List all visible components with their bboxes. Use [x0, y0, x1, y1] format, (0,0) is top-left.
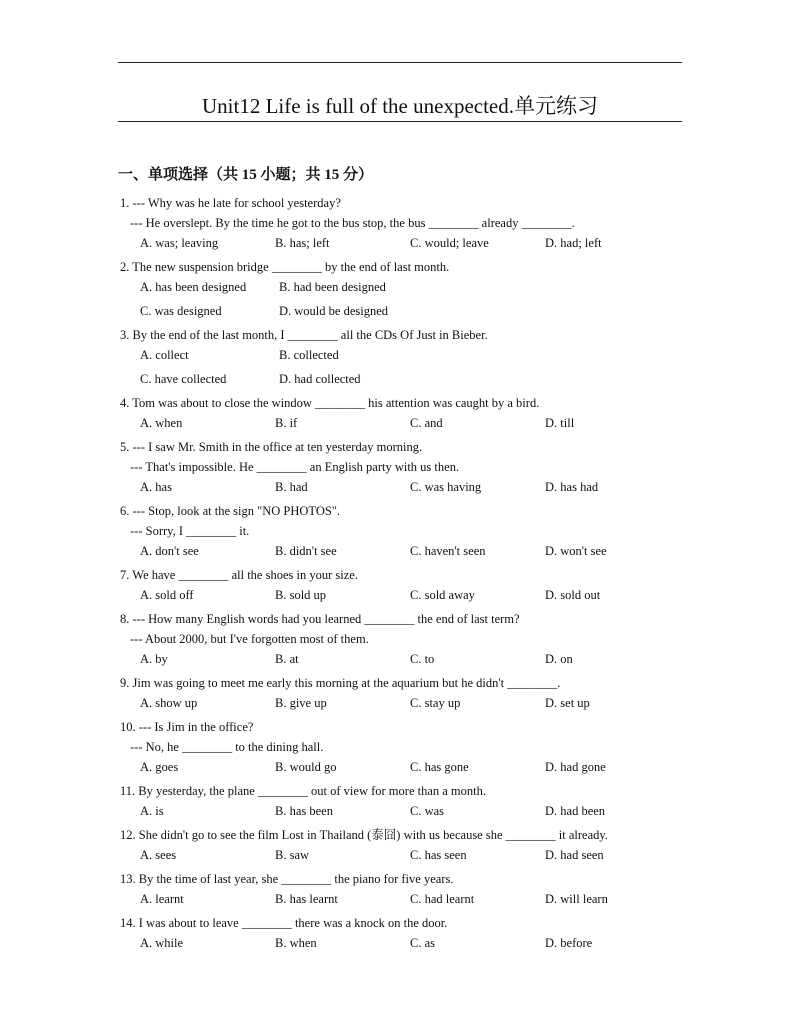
- answer-options: [120, 845, 680, 865]
- question-stem: 8. --- How many English words had you learned ________ the end of last term?: [120, 612, 520, 626]
- answer-options: [120, 649, 680, 669]
- answer-option: C. was designed: [140, 304, 222, 318]
- answer-options: [120, 233, 680, 253]
- question-item: [120, 325, 680, 389]
- top-rule: [118, 62, 682, 63]
- answer-option: D. set up: [545, 696, 590, 710]
- answer-options: [120, 477, 680, 497]
- question-item: [120, 717, 680, 777]
- answer-options: [120, 369, 680, 389]
- answer-option: D. on: [545, 652, 573, 666]
- question-stem: 7. We have ________ all the shoes in your size.: [120, 568, 358, 582]
- title-underline: [118, 121, 682, 122]
- answer-options: [120, 585, 680, 605]
- answer-options: [120, 301, 680, 321]
- answer-option: D. won't see: [545, 544, 607, 558]
- question-reply: --- He overslept. By the time he got to the bus stop, the bus ________ already ________.: [130, 216, 575, 230]
- answer-options: [120, 693, 680, 713]
- answer-option: C. would; leave: [410, 236, 489, 250]
- answer-option: C. haven't seen: [410, 544, 486, 558]
- answer-option: B. at: [275, 652, 299, 666]
- answer-option: A. is: [140, 804, 164, 818]
- answer-options: [120, 277, 680, 297]
- answer-option: B. would go: [275, 760, 337, 774]
- question-stem: 12. She didn't go to see the film Lost in Thailand (泰囧) with us because she ________ it already.: [120, 828, 608, 842]
- answer-option: C. had learnt: [410, 892, 475, 906]
- answer-option: B. when: [275, 936, 317, 950]
- answer-option: D. had; left: [545, 236, 602, 250]
- answer-option: B. give up: [275, 696, 327, 710]
- answer-option: A. learnt: [140, 892, 184, 906]
- answer-option: A. sees: [140, 848, 177, 862]
- question-stem: 2. The new suspension bridge ________ by the end of last month.: [120, 260, 450, 274]
- answer-options: [120, 757, 680, 777]
- question-stem: 9. Jim was going to meet me early this morning at the aquarium but he didn't ________.: [120, 676, 561, 690]
- answer-options: [120, 345, 680, 365]
- answer-option: C. and: [410, 416, 443, 430]
- answer-option: D. has had: [545, 480, 599, 494]
- answer-option: B. has learnt: [275, 892, 338, 906]
- answer-option: B. had: [275, 480, 308, 494]
- answer-options: [120, 889, 680, 909]
- question-reply: --- No, he ________ to the dining hall.: [130, 740, 324, 754]
- answer-options: [120, 541, 680, 561]
- answer-option: D. had gone: [545, 760, 606, 774]
- answer-option: B. didn't see: [275, 544, 337, 558]
- answer-options: [120, 801, 680, 821]
- answer-option: A. goes: [140, 760, 179, 774]
- answer-option: A. sold off: [140, 588, 194, 602]
- question-item: [120, 825, 680, 865]
- question-item: [120, 393, 680, 433]
- answer-option: B. collected: [279, 348, 339, 362]
- answer-option: C. have collected: [140, 372, 227, 386]
- answer-option: C. to: [410, 652, 435, 666]
- question-stem: 13. By the time of last year, she ________ the piano for five years.: [120, 872, 454, 886]
- answer-option: C. was: [410, 804, 445, 818]
- question-stem: 14. I was about to leave ________ there was a knock on the door.: [120, 916, 448, 930]
- answer-option: D. had seen: [545, 848, 604, 862]
- question-item: [120, 781, 680, 821]
- answer-option: C. stay up: [410, 696, 461, 710]
- answer-option: B. if: [275, 416, 298, 430]
- answer-option: A. was; leaving: [140, 236, 219, 250]
- question-reply: --- About 2000, but I've forgotten most of them.: [130, 632, 369, 646]
- answer-options: [120, 413, 680, 433]
- answer-option: A. while: [140, 936, 184, 950]
- question-item: [120, 193, 680, 253]
- question-item: [120, 257, 680, 321]
- answer-option: A. has: [140, 480, 172, 494]
- answer-option: C. as: [410, 936, 435, 950]
- answer-option: D. will learn: [545, 892, 608, 906]
- answer-option: D. till: [545, 416, 575, 430]
- section-heading: 一、单项选择（共 15 小题；共 15 分）: [118, 167, 374, 183]
- question-item: [120, 609, 680, 669]
- answer-option: A. show up: [140, 696, 198, 710]
- answer-option: A. by: [140, 652, 168, 666]
- question-stem: 6. --- Stop, look at the sign "NO PHOTOS".: [120, 504, 341, 518]
- answer-option: D. had been: [545, 804, 606, 818]
- answer-option: C. sold away: [410, 588, 475, 602]
- question-reply: --- Sorry, I ________ it.: [130, 524, 250, 538]
- question-item: [120, 869, 680, 909]
- question-item: [120, 913, 680, 953]
- answer-option: C. was having: [410, 480, 482, 494]
- question-stem: 3. By the end of the last month, I ________ all the CDs Of Just in Bieber.: [120, 328, 488, 342]
- question-stem: 11. By yesterday, the plane ________ out of view for more than a month.: [120, 784, 487, 798]
- answer-option: C. has gone: [410, 760, 469, 774]
- answer-option: B. sold up: [275, 588, 327, 602]
- question-item: [120, 673, 680, 713]
- answer-option: D. sold out: [545, 588, 601, 602]
- question-reply: --- That's impossible. He ________ an English party with us then.: [130, 460, 460, 474]
- question-list: [120, 193, 680, 957]
- answer-option: C. has seen: [410, 848, 467, 862]
- question-item: [120, 501, 680, 561]
- answer-option: A. when: [140, 416, 183, 430]
- answer-option: A. collect: [140, 348, 189, 362]
- answer-option: B. had been designed: [279, 280, 386, 294]
- answer-option: D. had collected: [279, 372, 361, 386]
- question-item: [120, 437, 680, 497]
- question-stem: 10. --- Is Jim in the office?: [120, 720, 254, 734]
- question-stem: 4. Tom was about to close the window ________ his attention was caught by a bird.: [120, 396, 540, 410]
- document-title: Unit12 Life is full of the unexpected.单元练习: [202, 94, 598, 118]
- answer-option: D. would be designed: [279, 304, 389, 318]
- question-stem: 1. --- Why was he late for school yesterday?: [120, 196, 341, 210]
- answer-option: B. has; left: [275, 236, 330, 250]
- answer-options: [120, 933, 680, 953]
- question-stem: 5. --- I saw Mr. Smith in the office at ten yesterday morning.: [120, 440, 423, 454]
- answer-option: B. saw: [275, 848, 310, 862]
- answer-option: A. has been designed: [140, 280, 247, 294]
- answer-option: B. has been: [275, 804, 333, 818]
- question-item: [120, 565, 680, 605]
- answer-option: A. don't see: [140, 544, 199, 558]
- answer-option: D. before: [545, 936, 593, 950]
